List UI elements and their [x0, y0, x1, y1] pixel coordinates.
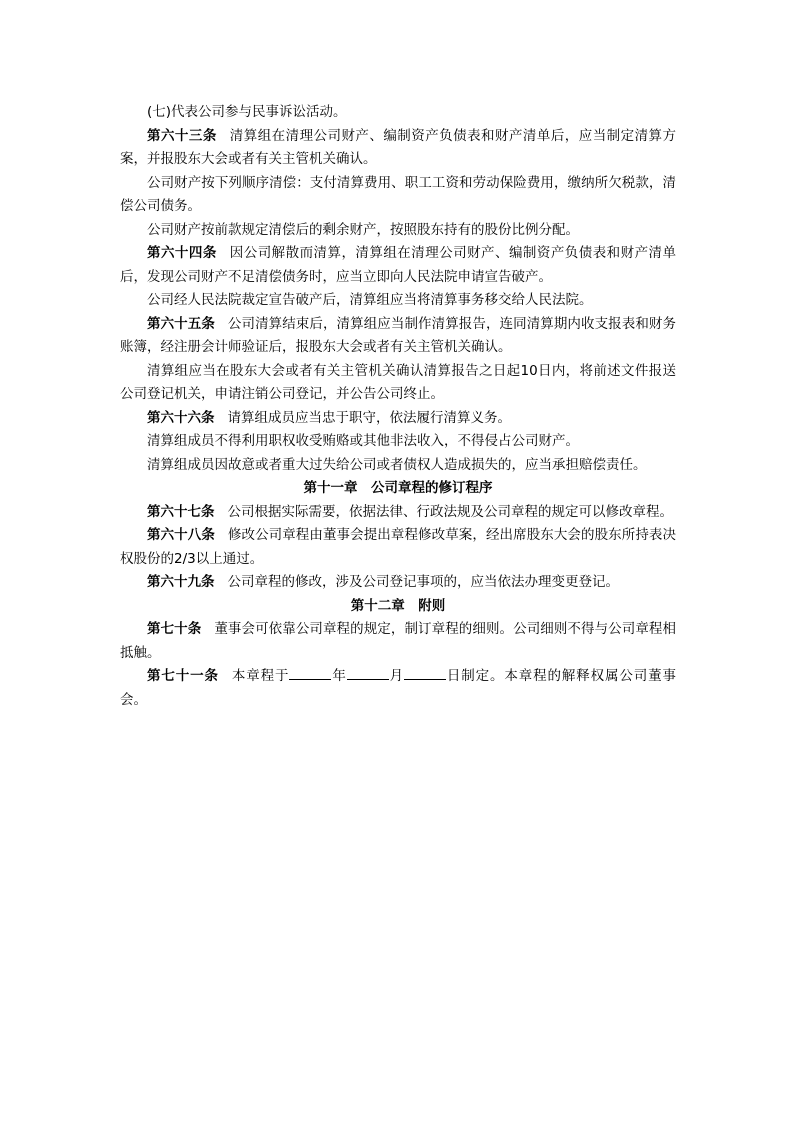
month-blank — [347, 665, 389, 680]
article-text: 董事会可依靠公司章程的规定，制订章程的细则。公司细则不得与公司章程相抵触。 — [120, 621, 677, 661]
article-text: 公司根据实际需要，依据法律、行政法规及公司章程的规定可以修改章程。 — [227, 503, 673, 520]
paragraph-text: 清算组成员因故意或者重大过失给公司或者债权人造成损失的，应当承担赔偿责任。 — [147, 456, 647, 473]
article-number: 第六十三条 — [147, 127, 217, 144]
article-69 — [120, 571, 676, 595]
article-text: 修改公司章程由董事会提出章程修改草案，经出席股东大会的股东所持表决权股份的2/3以上通过。 — [120, 527, 676, 567]
paragraph-text: 清算组应当在股东大会或者有关主管机关确认清算报告之日起10日内，将前述文件报送公司登记机关，申请注销公司登记，并公告公司终止。 — [120, 362, 676, 402]
paragraph-remaining-assets — [120, 219, 676, 243]
article-text-start: 本章程于 — [231, 668, 290, 684]
article-67 — [120, 501, 676, 525]
year-blank — [289, 665, 331, 680]
paragraph-liquidation-order — [120, 172, 676, 219]
article-number: 第六十九条 — [147, 574, 215, 590]
article-number: 第六十五条 — [147, 315, 215, 332]
paragraph-registration-cancel — [120, 360, 676, 407]
paragraph-liability — [120, 454, 676, 478]
paragraph-bankruptcy-transfer — [120, 289, 676, 313]
article-70 — [120, 618, 676, 665]
article-64 — [120, 242, 676, 289]
article-63 — [120, 125, 676, 172]
article-65 — [120, 313, 676, 360]
article-text: 因公司解散而清算，清算组在清理公司财产、编制资产负债表和财产清单后，发现公司财产不足清偿债务时，应当立即向人民法院申请宣告破产。 — [120, 245, 677, 285]
article-text: 公司清算结束后，清算组应当制作清算报告，连同清算期内收支报表和财务账簿，经注册会计师验证后，报股东大会或者有关主管机关确认。 — [120, 315, 676, 355]
article-71 — [120, 665, 676, 712]
paragraph-text: 公司财产按下列顺序清偿：支付清算费用、职工工资和劳动保险费用，缴纳所欠税款，清偿公司债务。 — [120, 174, 676, 214]
article-text: 请算组成员应当忠于职守，依法履行清算义务。 — [227, 409, 511, 426]
chapter-11-heading: 第十一章 公司章程的修订程序 — [303, 480, 493, 496]
article-number: 第六十八条 — [147, 527, 215, 543]
article-number: 第六十六条 — [147, 409, 215, 426]
paragraph-text: 公司经人民法院裁定宣告破产后，清算组应当将清算事务移交给人民法院。 — [147, 292, 593, 308]
article-68 — [120, 524, 676, 571]
year-label: 年 — [331, 668, 347, 684]
article-number: 第七十一条 — [147, 668, 219, 684]
paragraph-text: (七)代表公司参与民事诉讼活动。 — [147, 104, 347, 120]
article-text: 公司章程的修改，涉及公司登记事项的，应当依法办理变更登记。 — [227, 574, 619, 590]
article-number: 第六十七条 — [147, 503, 215, 520]
paragraph-clause-7 — [120, 101, 676, 125]
paragraph-no-bribery — [120, 430, 676, 454]
month-label: 月 — [388, 668, 404, 684]
chapter-12-heading: 第十二章 附则 — [350, 597, 446, 614]
article-66 — [120, 407, 676, 431]
paragraph-text: 公司财产按前款规定清偿后的剩余财产，按照股东持有的股份比例分配。 — [147, 221, 579, 238]
document-body — [120, 101, 676, 712]
article-text: 清算组在清理公司财产、编制资产负债表和财产清单后，应当制定清算方案，并报股东大会或者有关主管机关确认。 — [120, 127, 677, 167]
article-number: 第六十四条 — [147, 245, 217, 261]
day-blank — [404, 665, 446, 680]
paragraph-text: 清算组成员不得利用职权收受贿赂或其他非法收入，不得侵占公司财产。 — [147, 433, 579, 449]
article-text-end: 日制定。本章程的解释权属公司董事会。 — [120, 668, 677, 708]
article-number: 第七十条 — [147, 621, 202, 637]
